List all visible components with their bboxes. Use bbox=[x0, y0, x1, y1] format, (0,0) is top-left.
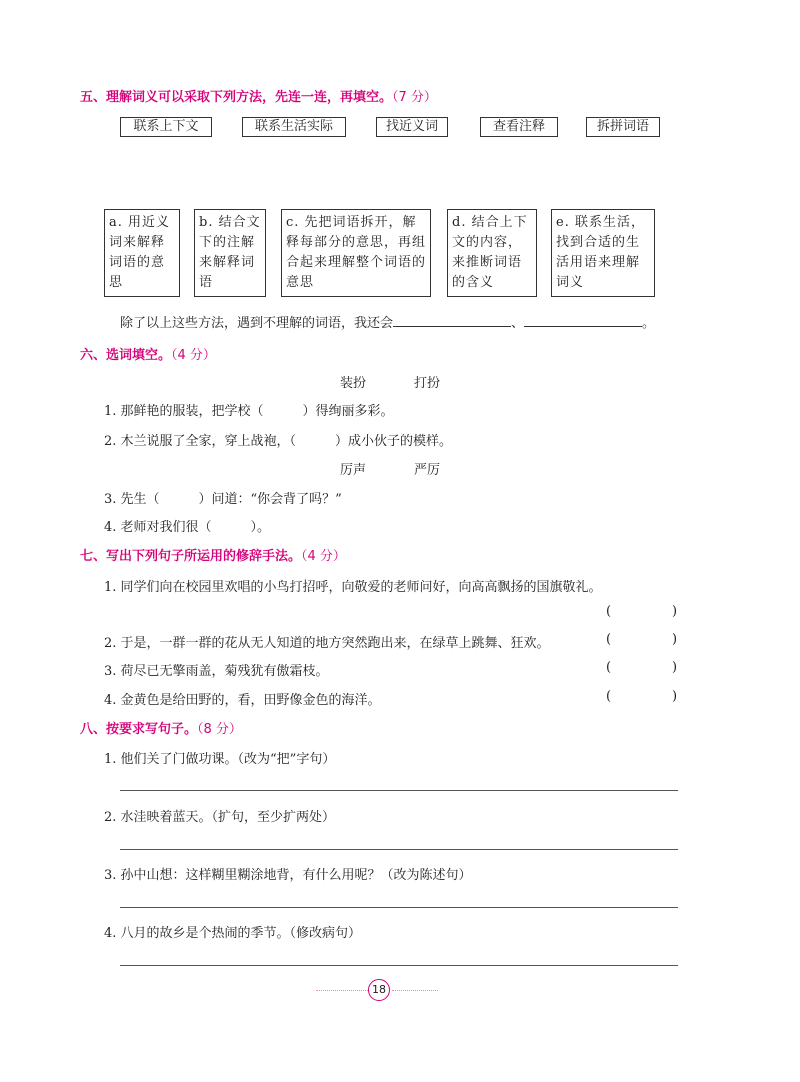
section7-q3: 3. 荷尽已无擎雨盖，菊残犹有傲霜枝。 bbox=[104, 664, 329, 679]
page-number: 18 bbox=[368, 979, 390, 1001]
section8-title: 八、按要求写句子。（8 分） bbox=[80, 722, 242, 737]
word-option-3: 厉声 bbox=[340, 463, 367, 478]
description-box-b[interactable]: b. 结合文下的注解来解释词语 bbox=[194, 209, 266, 297]
section7-q2: 2. 于是，一群一群的花从无人知道的地方突然跑出来，在绿草上跳舞、狂欢。 bbox=[104, 636, 550, 651]
answer-paren-close-3: ) bbox=[672, 660, 678, 675]
section6-q1[interactable]: 1. 那鲜艳的服装，把学校（ ）得绚丽多彩。 bbox=[104, 404, 394, 419]
description-box-a[interactable]: a. 用近义词来解释词语的意思 bbox=[104, 209, 180, 297]
word-option-1: 装扮 bbox=[340, 376, 367, 391]
section6-q2[interactable]: 2. 木兰说服了全家，穿上战袍，（ ）成小伙子的模样。 bbox=[104, 434, 453, 449]
description-box-c[interactable]: c. 先把词语拆开，解释每部分的意思，再组合起来理解整个词语的意思 bbox=[281, 209, 431, 297]
section7-q4: 4. 金黄色是给田野的，看，田野像金色的海洋。 bbox=[104, 693, 381, 708]
fill-blank-2[interactable] bbox=[524, 312, 642, 327]
section5-fill-sentence: 除了以上这些方法，遇到不理解的词语，我还会 、 。 bbox=[120, 312, 655, 331]
section8-q1: 1. 他们关了门做功课。（改为“把”字句） bbox=[104, 752, 336, 767]
answer-paren-open-3[interactable]: ( bbox=[606, 660, 612, 675]
section7-q1: 1. 同学们向在校园里欢唱的小鸟打招呼，向敬爱的老师问好，向高高飘扬的国旗敬礼。 bbox=[104, 580, 602, 595]
answer-line-1[interactable] bbox=[120, 790, 678, 791]
section6-q4[interactable]: 4. 老师对我们很（ ）。 bbox=[104, 520, 271, 535]
answer-paren-open-2[interactable]: ( bbox=[606, 632, 612, 647]
section8-q3: 3. 孙中山想：这样糊里糊涂地背，有什么用呢？（改为陈述句） bbox=[104, 868, 472, 883]
answer-line-4[interactable] bbox=[120, 965, 678, 966]
answer-paren-open-4[interactable]: ( bbox=[606, 689, 612, 704]
answer-paren-close-4: ) bbox=[672, 689, 678, 704]
answer-paren-close-1: ) bbox=[672, 604, 678, 619]
fill-blank-1[interactable] bbox=[393, 312, 511, 327]
method-box-3[interactable]: 找近义词 bbox=[376, 117, 448, 137]
method-box-2[interactable]: 联系生活实际 bbox=[242, 117, 346, 137]
answer-line-3[interactable] bbox=[120, 907, 678, 908]
method-box-4[interactable]: 查看注释 bbox=[480, 117, 558, 137]
section8-q2: 2. 水洼映着蓝天。（扩句，至少扩两处） bbox=[104, 810, 336, 825]
method-box-5[interactable]: 拆拼词语 bbox=[586, 117, 660, 137]
answer-line-2[interactable] bbox=[120, 849, 678, 850]
answer-paren-open-1[interactable]: ( bbox=[606, 604, 612, 619]
section5-title: 五、理解词义可以采取下列方法，先连一连，再填空。（7 分） bbox=[80, 90, 437, 105]
section6-title: 六、选词填空。（4 分） bbox=[80, 348, 216, 363]
method-box-1[interactable]: 联系上下文 bbox=[120, 117, 212, 137]
answer-paren-close-2: ) bbox=[672, 632, 678, 647]
footer-divider-left bbox=[316, 990, 368, 991]
section7-title: 七、写出下列句子所运用的修辞手法。（4 分） bbox=[80, 549, 346, 564]
footer-divider-right bbox=[392, 990, 438, 991]
word-option-4: 严厉 bbox=[414, 463, 441, 478]
description-box-e[interactable]: e. 联系生活，找到合适的生活用语来理解词义 bbox=[551, 209, 655, 297]
section6-q3[interactable]: 3. 先生（ ）问道：“你会背了吗？” bbox=[104, 492, 342, 507]
section8-q4: 4. 八月的故乡是个热闹的季节。（修改病句） bbox=[104, 926, 362, 941]
description-box-d[interactable]: d. 结合上下文的内容，来推断词语的含义 bbox=[447, 209, 537, 297]
word-option-2: 打扮 bbox=[414, 376, 441, 391]
